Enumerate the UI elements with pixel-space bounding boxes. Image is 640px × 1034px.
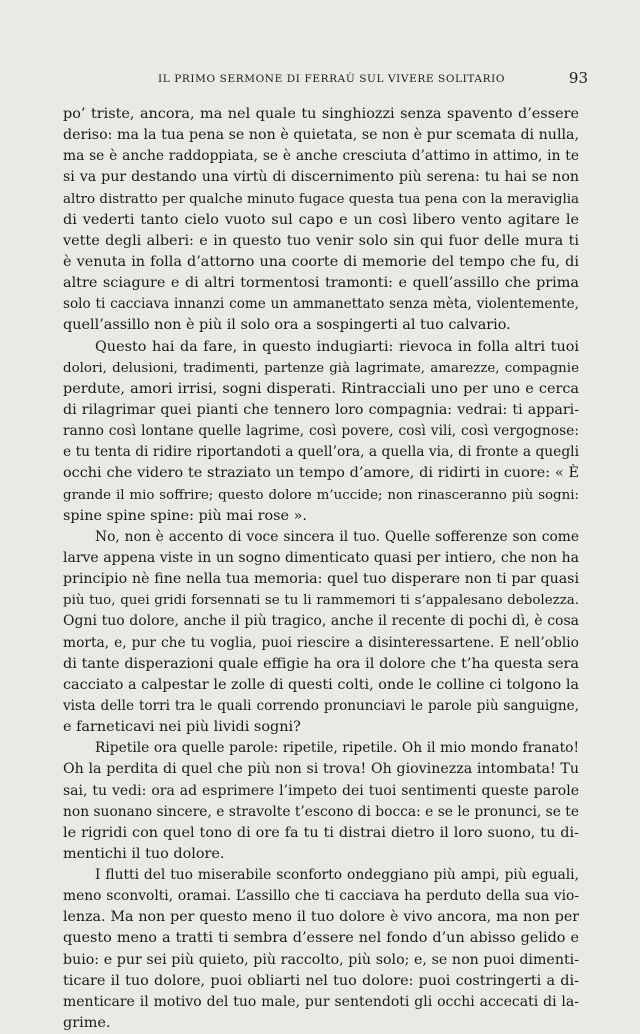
text-line: No, non è accento di voce sincera il tuo. Quelle sofferenze son come (95, 528, 579, 545)
text-line: di rilagrimar quei pianti che tennero loro compagnia: vedrai: ti appari- (63, 401, 579, 418)
text-line: Oh la perdita di quel che più non si trova! Oh giovinezza intombata! Tu (63, 761, 579, 778)
text-line: questo meno a tratti ti sembra d’essere nel fondo d’un abisso gelido e (63, 930, 579, 947)
text-line: le rigridi con quel tono di ore fa tu ti distrai dietro il loro suono, tu di- (63, 824, 579, 841)
text-line: spine spine spine: più mai rose ». (63, 507, 307, 524)
text-line: più tuo, quei gridi forsennati se tu li rammemori ti s’appalesano debolezza. (63, 593, 579, 609)
text-line: Questo hai da fare, in questo indugiarti: rievoca in folla altri tuoi (95, 338, 579, 355)
text-line: lenza. Ma non per questo meno il tuo dolore è vivo ancora, ma non per (63, 909, 579, 926)
text-line: si va pur destando una virtù di discernimento più serena: tu hai se non (63, 169, 579, 186)
body-text (63, 104, 579, 1034)
text-line: quell’assillo non è più il solo ora a sospingerti al tuo calvario. (63, 317, 511, 334)
page-number: 93 (568, 69, 588, 87)
text-line: vette degli alberi: e in questo tuo venir solo sin qui fuor delle mura ti (63, 232, 579, 249)
text-line: grande il mio soffrire; questo dolore m’uccide; non rinasceranno più sogni: (63, 487, 579, 503)
text-line: di vederti tanto cielo vuoto sul capo e un così libero vento agitare le (63, 211, 579, 228)
text-line: vista delle torri tra le quali correndo pronunciavi le parole più sanguigne, (63, 697, 579, 714)
text-line: deriso: ma la tua pena se non è quietata, se non è pur scemata di nulla, (63, 127, 579, 144)
text-line: buio: e pur sei più quieto, più raccolto, più solo; e, se non puoi dimenti- (63, 951, 579, 968)
text-line: sai, tu vedi: ora ad esprimere l’impeto dei tuoi sentimenti queste parole (63, 782, 579, 799)
running-head (60, 69, 588, 91)
running-title: IL PRIMO SERMONE DI FERRAÙ SUL VIVERE SOLITARIO (158, 73, 506, 85)
text-line: solo ti cacciava innanzi come un ammanettato senza mèta, violentemente, (63, 296, 579, 313)
text-line: menticare il motivo del tuo male, pur sentendoti gli occhi accecati di la- (63, 993, 579, 1010)
text-line: occhi che videro te straziato un tempo d’amore, di ridirti in cuore: « È (63, 465, 579, 482)
text-line: grime. (63, 1015, 111, 1032)
text-line: e tu tenta di ridire riportandoti a quell’ora, a quella via, di fronte a quegli (63, 444, 579, 461)
text-line: perdute, amori irrisi, sogni disperati. Rintracciali uno per uno e cerca (63, 380, 579, 397)
text-line: altre sciagure e di altri tormentosi tramonti: e quell’assillo che prima (63, 275, 579, 292)
text-line: di tante disperazioni quale effigie ha ora il dolore che t’ha questa sera (63, 655, 579, 672)
text-line: morta, e, pur che tu voglia, puoi riescire a disinteressartene. E nell’oblio (63, 634, 579, 651)
text-line: e farneticavi nei più lividi sogni? (63, 719, 301, 736)
text-line: ticare il tuo dolore, puoi obliarti nel tuo dolore: puoi costringerti a di- (63, 972, 579, 989)
text-line: larve appena viste in un sogno dimenticato quasi per intiero, che non ha (63, 549, 579, 566)
text-line: non suonano sincere, e stravolte t’escono di bocca: e se le pronunci, se te (63, 803, 579, 820)
text-line: Ogni tuo dolore, anche il più tragico, anche il recente di pochi dì, è cosa (63, 613, 579, 630)
text-line: po’ triste, ancora, ma nel quale tu singhiozzi senza spavento d’essere (63, 106, 579, 122)
text-line: principio nè fine nella tua memoria: quel tuo disperare non ti par quasi (63, 571, 579, 588)
text-line: meno sconvolti, oramai. L’assillo che ti cacciava ha perduto della sua vio- (63, 888, 579, 905)
text-line: è venuta in folla d’attorno una coorte di memorie del tempo che fu, di (63, 253, 579, 270)
text-line: cacciato a calpestar le zolle di questi colti, onde le colline ci tolgono la (63, 676, 579, 693)
text-line: ranno così lontane quelle lagrime, così povere, così vili, così vergognose: (63, 423, 579, 440)
text-line: dolori, delusioni, tradimenti, partenze già lagrimate, amarezze, compagnie (63, 360, 579, 376)
text-line: mentichi il tuo dolore. (63, 845, 225, 862)
text-line: Ripetile ora quelle parole: ripetile, ripetile. Oh il mio mondo franato! (95, 740, 579, 757)
text-line: I flutti del tuo miserabile sconforto ondeggiano più ampi, più eguali, (95, 867, 579, 884)
text-line: ma se è anche raddoppiata, se è anche cresciuta d’attimo in attimo, in te (63, 148, 579, 165)
text-line: altro distratto per qualche minuto fugace questa tua pena con la meraviglia (63, 191, 579, 207)
